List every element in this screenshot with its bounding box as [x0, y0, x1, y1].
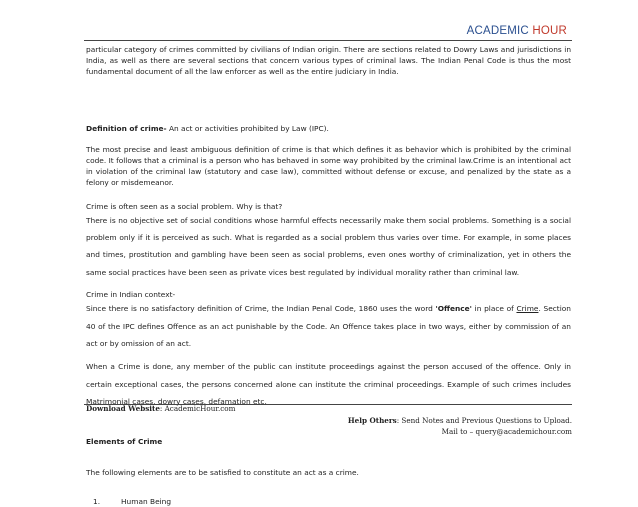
- context-heading: Crime in Indian context-: [86, 289, 176, 299]
- social-problem-question: Crime is often seen as a social problem. Why is that?: [86, 201, 283, 211]
- header-rule: [84, 40, 572, 41]
- help-label: Help Others: [347, 416, 397, 425]
- footer-download: [86, 404, 235, 413]
- offence-term: 'Offence': [435, 304, 472, 314]
- list-item-text: Human Being: [121, 496, 172, 506]
- paragraph-indian-context: [86, 300, 571, 352]
- context-text-a: Since there is no satisfactory definition of Crime, the Indian Penal Code, 1860 uses the word: [86, 304, 436, 314]
- footer-help: [348, 415, 572, 437]
- paragraph-social-problem: There is no objective set of social conditions whose harmful effects necessarily make them social problems. Something is a social problem only if it is perceived as such. What is regarded as a social problem thus varies over time. For example, in some places and times, prostitution and gambling have been seen as social problems, even ones worthy of criminalization, yet in others the same social practices have been seen as private vices best regulated by individual morality rather than criminal law.: [86, 215, 571, 277]
- paragraph-ipc-intro: particular category of crimes committed by civilians of Indian origin. There are sections related to Dowry Laws and jurisdictions in India, as well as there are several sections that concern various types of criminal laws. The Indian Penal Code is thus the most fundamental document of all the law enforcer as well as the entire judiciary in India.: [86, 45, 571, 77]
- mail-line[interactable]: Mail to – query@academichour.com: [441, 427, 572, 436]
- help-line: [348, 415, 572, 426]
- definition-text: An act or activities prohibited by Law (IPC).: [166, 123, 329, 133]
- elements-heading: Elements of Crime: [86, 437, 163, 447]
- definition-label: Definition of crime-: [86, 123, 167, 133]
- elements-intro: The following elements are to be satisfied to constitute an act as a crime.: [86, 468, 359, 478]
- help-text: : Send Notes and Previous Questions to Upload.: [396, 416, 572, 425]
- brand-hour: HOUR: [528, 25, 567, 37]
- brand-academic: ACADEMIC: [466, 25, 529, 37]
- download-label: Download Website: [86, 404, 160, 413]
- context-text-c: . Section 40 of the IPC defines Offence as an act punishable by the Code. An Offence takes place in two ways, either by commission of an act or by omission of an act.: [86, 304, 571, 348]
- crime-link[interactable]: Crime: [516, 304, 539, 314]
- definition-paragraph: [86, 123, 571, 134]
- paragraph-crime-definition: The most precise and least ambiguous definition of crime is that which defines it as behavior which is prohibited by the criminal code. It follows that a criminal is a person who has behaved in some way prohibited by the criminal law.Crime is an intentional act in violation of the criminal law (statutory and case law), committed without defense or excuse, and penalized by the state as a felony or misdemeanor.: [86, 144, 571, 188]
- list-item: [86, 496, 571, 507]
- list-item-number: 1.: [93, 496, 101, 506]
- download-website[interactable]: : AcademicHour.com: [159, 404, 236, 413]
- brand-logo: [467, 25, 567, 37]
- context-text-b: in place of: [471, 304, 517, 314]
- paragraph-proceedings: When a Crime is done, any member of the public can institute proceedings against the person accused of the offence. Only in certain exceptional cases, the persons concerned alone can institute the criminal proceedings. Example of such crimes includes Matrimonial cases, dowry cases, defamation etc.: [86, 362, 571, 406]
